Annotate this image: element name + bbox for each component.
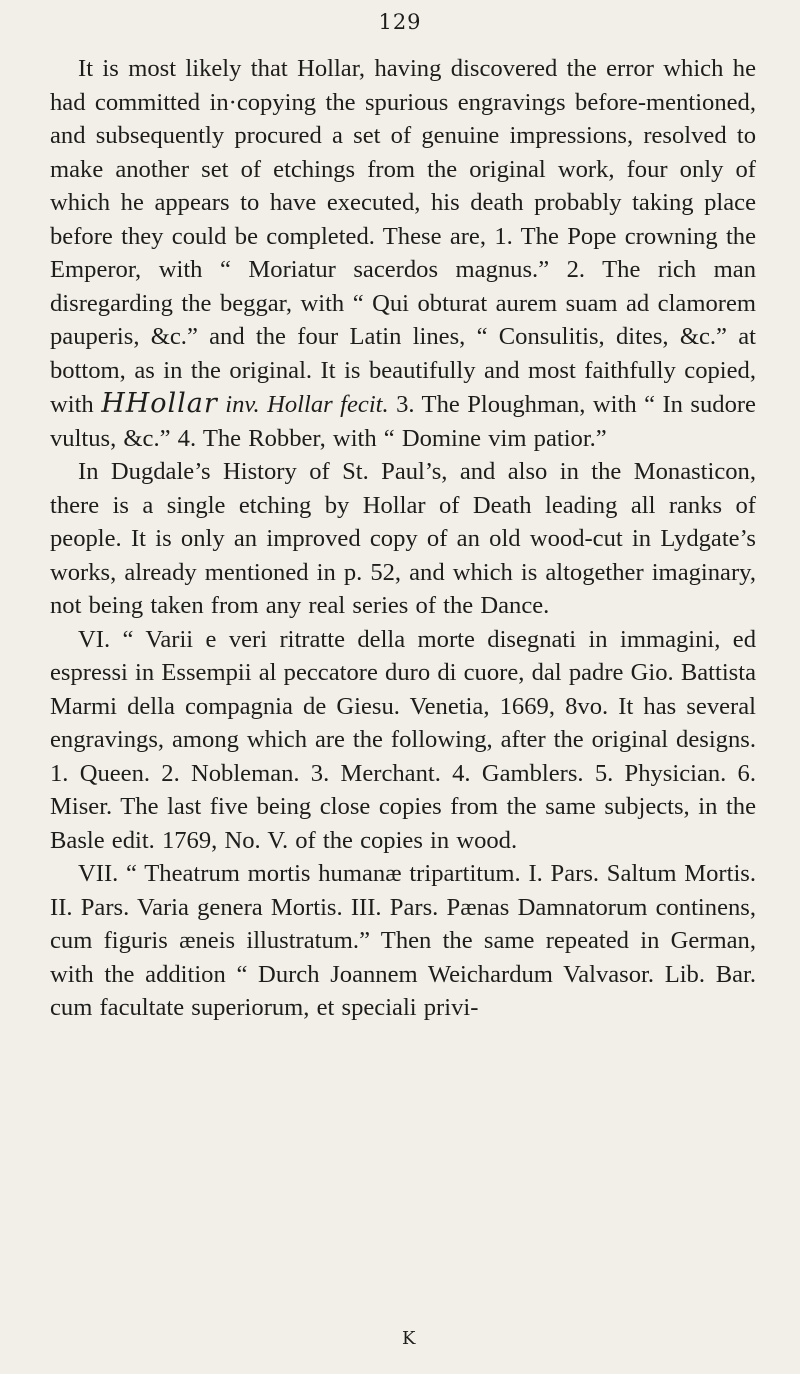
paragraph-1-text-before: It is most likely that Hollar, having discovered the error which he had committed in·copying the spurious engravings before-mentioned, and subsequently procured a set of genuine impressions, resolved to make another set of etchings from the original work, four only of which he appears to have executed, his death probably taking place before they could be completed. These are, 1. The Pope crowning the Emperor, with “ Moriatur sacerdos magnus.” 2. The rich man disregarding the beggar, with “ Qui obturat aurem suam ad clamorem pauperis, &c.” and the four Latin lines, “ Consulitis, dites, &c.” at bottom, as in the original. It is beautifully and most faithfully copied, with xyxy=(50,55,756,418)
body-text xyxy=(50,52,756,1025)
inv-hollar-fecit: inv. Hollar fecit. xyxy=(225,391,389,418)
page-number: 129 xyxy=(378,10,422,34)
hollar-script-signature: HHollar xyxy=(101,388,218,419)
paragraph-1-text-after: 3. The Ploughman, with “ In sudore vultus, &c.” 4. The Robber, with “ Domine vim patior.” xyxy=(50,391,756,452)
printer-signature-mark: K xyxy=(402,1328,418,1349)
paragraph-2: In Dugdale’s History of St. Paul’s, and also in the Monasticon, there is a single etching by Hollar of Death leading all ranks of people. It is only an improved copy of an old wood-cut in Lydgate’s works, already mentioned in p. 52, and which is altogether imaginary, not being taken from any real series of the Dance. xyxy=(50,458,756,619)
paragraph-4: VII. “ Theatrum mortis humanæ tripartitum. I. Pars. Saltum Mortis. II. Pars. Varia genera Mortis. III. Pars. Pænas Damnatorum continens, cum figuris æneis illustratum.” Then the same repeated in German, with the addition “ Durch Joannem Weichardum Valvasor. Lib. Bar. cum facultate superiorum, et speciali privi- xyxy=(50,860,756,1021)
paragraph-1 xyxy=(50,52,756,455)
paragraph-3: VI. “ Varii e veri ritratte della morte disegnati in immagini, ed espressi in Essempii al peccatore duro di cuore, dal padre Gio. Battista Marmi della compagnia de Giesu. Venetia, 1669, 8vo. It has several engravings, among which are the following, after the original designs. 1. Queen. 2. Nobleman. 3. Merchant. 4. Gamblers. 5. Physician. 6. Miser. The last five being close copies from the same subjects, in the Basle edit. 1769, No. V. of the copies in wood. xyxy=(50,625,756,854)
